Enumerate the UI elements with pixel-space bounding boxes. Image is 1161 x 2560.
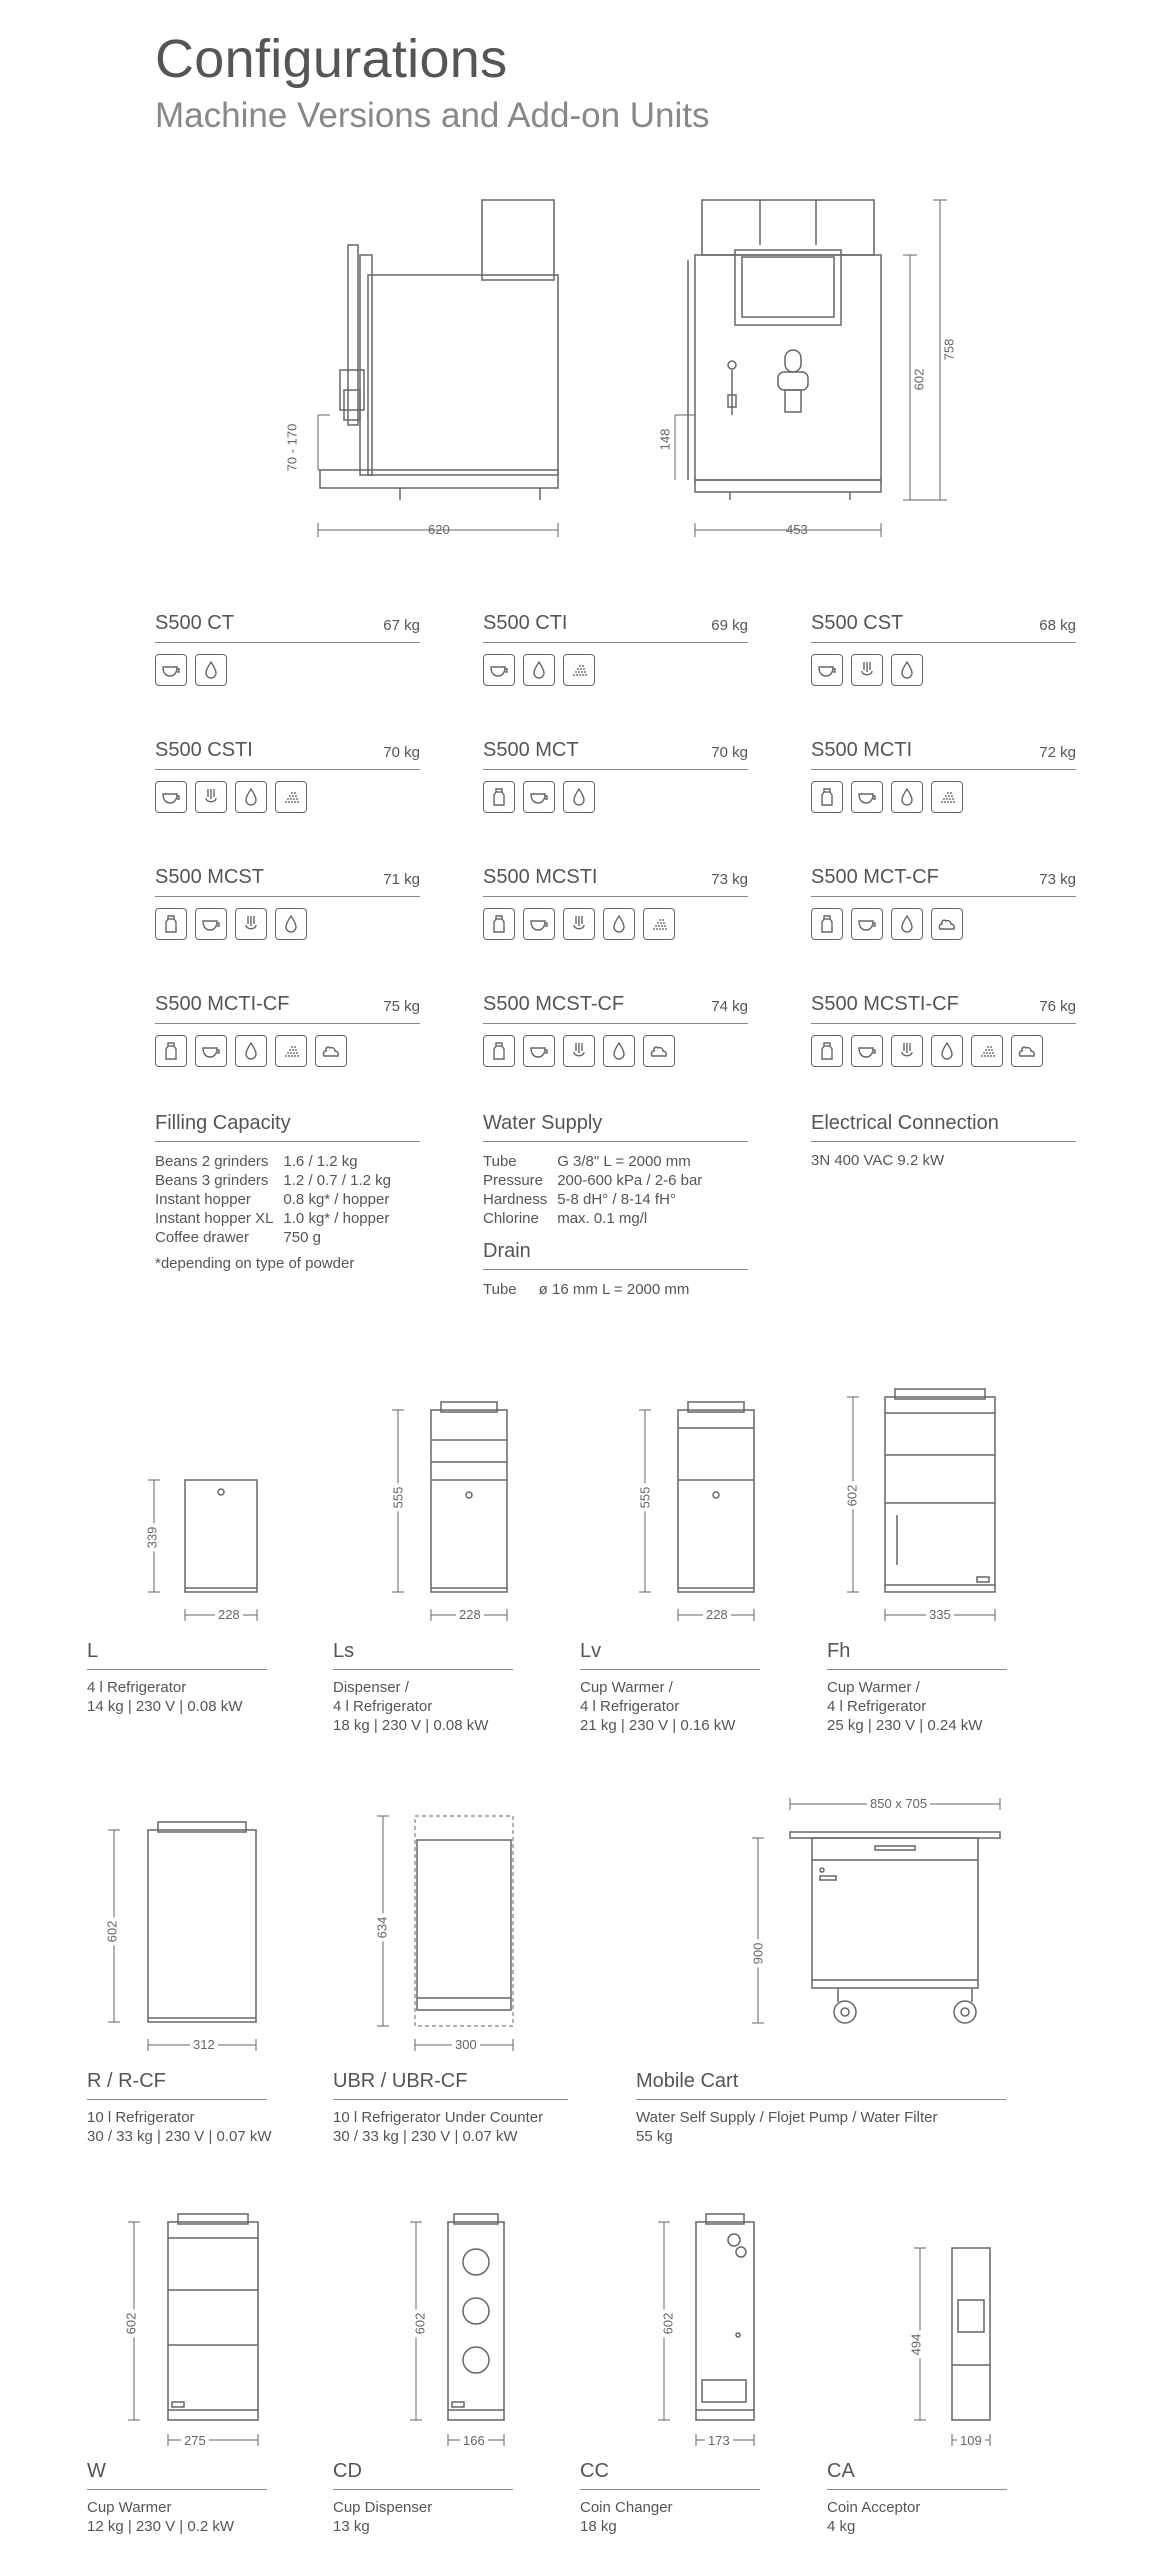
drop-icon xyxy=(891,654,923,686)
milk-icon xyxy=(483,781,515,813)
unit-height-dim: 602 xyxy=(412,2310,427,2338)
model-name: S500 MCT-CF xyxy=(811,866,939,888)
unit-spec-line: 18 kg | 230 V | 0.08 kW xyxy=(333,1717,489,1734)
unit-width-dim: 173 xyxy=(705,2433,733,2448)
unit-spec-line: Cup Warmer / xyxy=(580,1679,673,1696)
unit-spec-line: Coin Changer xyxy=(580,2499,673,2516)
drain-heading: Drain xyxy=(483,1240,531,1262)
cup-icon xyxy=(523,908,555,940)
model-block xyxy=(155,993,420,1073)
powder-icon xyxy=(563,654,595,686)
model-block xyxy=(483,993,748,1073)
unit-name: Lv xyxy=(580,1640,602,1662)
drop-icon xyxy=(523,654,555,686)
unit-name: Mobile Cart xyxy=(636,2070,739,2092)
front-body-height-dim: 602 xyxy=(911,368,927,391)
milk-icon xyxy=(483,908,515,940)
powder-icon xyxy=(971,1035,1003,1067)
drain-table xyxy=(483,1280,699,1299)
drain-label: Tube xyxy=(483,1281,517,1298)
unit-spec-line: 55 kg xyxy=(636,2128,673,2145)
steam-icon xyxy=(891,1035,923,1067)
model-name: S500 MCTI xyxy=(811,739,913,761)
unit-height-dim: 494 xyxy=(908,2331,923,2359)
model-weight: 67 kg xyxy=(383,617,420,634)
unit-width-dim: 335 xyxy=(926,1607,954,1622)
water-label: Chlorine xyxy=(483,1210,539,1227)
model-block xyxy=(483,612,748,692)
unit-fh-drawing xyxy=(845,1385,1015,1630)
milk-icon xyxy=(155,908,187,940)
filling-value: 0.8 kg* / hopper xyxy=(283,1191,390,1208)
filling-heading: Filling Capacity xyxy=(155,1112,291,1134)
unit-block xyxy=(636,2070,1006,2146)
unit-block xyxy=(87,2070,272,2146)
unit-lv-drawing xyxy=(625,1400,775,1630)
filling-table xyxy=(155,1152,401,1247)
unit-block xyxy=(333,2460,513,2536)
cup-icon xyxy=(155,781,187,813)
filling-value: 1.2 / 0.7 / 1.2 kg xyxy=(283,1172,391,1189)
unit-name: Ls xyxy=(333,1640,355,1662)
unit-spec-line: 4 l Refrigerator xyxy=(580,1698,680,1715)
unit-spec-line: 30 / 33 kg | 230 V | 0.07 kW xyxy=(87,2128,272,2145)
unit-block xyxy=(827,1640,1007,1735)
unit-spec-line: 10 l Refrigerator Under Counter xyxy=(333,2109,544,2126)
unit-height-dim: 634 xyxy=(374,1914,389,1942)
unit-height-dim: 602 xyxy=(660,2310,675,2338)
model-weight: 71 kg xyxy=(383,871,420,888)
model-name: S500 MCT xyxy=(483,739,579,761)
model-weight: 72 kg xyxy=(1039,744,1076,761)
cup-icon xyxy=(811,654,843,686)
unit-spec-line: 14 kg | 230 V | 0.08 kW xyxy=(87,1698,243,1715)
model-name: S500 MCSTI xyxy=(483,866,598,888)
model-name: S500 MCST xyxy=(155,866,264,888)
model-block xyxy=(811,739,1076,819)
model-weight: 68 kg xyxy=(1039,617,1076,634)
water-label: Hardness xyxy=(483,1191,548,1208)
electrical-connection xyxy=(811,1112,1076,1169)
cup-icon xyxy=(195,1035,227,1067)
cup-icon xyxy=(851,908,883,940)
model-block xyxy=(811,866,1076,946)
filling-value: 1.0 kg* / hopper xyxy=(283,1210,390,1227)
model-weight: 70 kg xyxy=(383,744,420,761)
foam-icon xyxy=(643,1035,675,1067)
foam-icon xyxy=(315,1035,347,1067)
unit-width-dim: 228 xyxy=(215,1607,243,1622)
unit-spec-line: 30 / 33 kg | 230 V | 0.07 kW xyxy=(333,2128,518,2145)
model-weight: 76 kg xyxy=(1039,998,1076,1015)
model-block xyxy=(811,993,1076,1073)
steam-icon xyxy=(851,654,883,686)
unit-spec-line: 13 kg xyxy=(333,2518,370,2535)
unit-spec-line: 4 l Refrigerator xyxy=(87,1679,187,1696)
side-height-dim: 70 - 170 xyxy=(284,423,300,472)
filling-label: Beans 3 grinders xyxy=(155,1172,269,1189)
unit-width-dim: 300 xyxy=(452,2037,480,2052)
unit-block xyxy=(580,1640,760,1735)
electrical-value: 3N 400 VAC 9.2 kW xyxy=(811,1152,945,1169)
unit-spec-line: 10 l Refrigerator xyxy=(87,2109,195,2126)
model-weight: 73 kg xyxy=(1039,871,1076,888)
steam-icon xyxy=(195,781,227,813)
unit-spec-line: Dispenser / xyxy=(333,1679,409,1696)
water-supply xyxy=(483,1112,748,1299)
milk-icon xyxy=(811,781,843,813)
unit-block xyxy=(333,1640,513,1735)
steam-icon xyxy=(563,1035,595,1067)
powder-icon xyxy=(643,908,675,940)
cup-icon xyxy=(155,654,187,686)
unit-spec-line: Coin Acceptor xyxy=(827,2499,921,2516)
front-total-height-dim: 758 xyxy=(941,338,957,361)
unit-name: W xyxy=(87,2460,106,2482)
powder-icon xyxy=(275,1035,307,1067)
front-width-dim: 453 xyxy=(786,522,808,537)
unit-name: L xyxy=(87,1640,99,1662)
unit-width-dim: 228 xyxy=(456,1607,484,1622)
unit-ls-drawing xyxy=(378,1400,528,1630)
unit-spec-line: 12 kg | 230 V | 0.2 kW xyxy=(87,2518,235,2535)
model-weight: 69 kg xyxy=(711,617,748,634)
model-block xyxy=(155,739,420,819)
unit-block xyxy=(827,2460,1007,2536)
model-block xyxy=(811,612,1076,692)
unit-name: R / R-CF xyxy=(87,2070,166,2092)
unit-block xyxy=(333,2070,568,2146)
unit-height-dim: 555 xyxy=(637,1484,652,1512)
unit-spec-line: Cup Warmer / xyxy=(827,1679,920,1696)
water-value: 5-8 dH° / 8-14 fH° xyxy=(557,1191,676,1208)
drop-icon xyxy=(275,908,307,940)
drop-icon xyxy=(235,781,267,813)
unit-width-dim: 228 xyxy=(703,1607,731,1622)
water-value: 200-600 kPa / 2-6 bar xyxy=(557,1172,703,1189)
model-weight: 70 kg xyxy=(711,744,748,761)
model-name: S500 CSTI xyxy=(155,739,253,761)
filling-capacity xyxy=(155,1112,420,1272)
model-name: S500 CT xyxy=(155,612,234,634)
drop-icon xyxy=(195,654,227,686)
unit-spec-line: 4 kg xyxy=(827,2518,856,2535)
unit-r-drawing xyxy=(100,1820,280,2060)
unit-width-dim: 109 xyxy=(957,2433,985,2448)
unit-height-dim: 602 xyxy=(844,1482,859,1510)
unit-height-dim: 339 xyxy=(144,1524,159,1552)
filling-label: Coffee drawer xyxy=(155,1229,249,1246)
foam-icon xyxy=(931,908,963,940)
side-width-dim: 620 xyxy=(428,522,450,537)
filling-value: 750 g xyxy=(283,1229,321,1246)
powder-icon xyxy=(931,781,963,813)
model-name: S500 CST xyxy=(811,612,904,634)
model-weight: 74 kg xyxy=(711,998,748,1015)
unit-height-dim: 555 xyxy=(390,1484,405,1512)
unit-spec-line: 4 l Refrigerator xyxy=(827,1698,927,1715)
milk-icon xyxy=(811,1035,843,1067)
filling-label: Instant hopper XL xyxy=(155,1210,274,1227)
model-name: S500 MCTI-CF xyxy=(155,993,290,1015)
filling-value: 1.6 / 1.2 kg xyxy=(283,1153,358,1170)
unit-spec-line: Water Self Supply / Flojet Pump / Water Filter xyxy=(636,2109,938,2126)
drain-value: ø 16 mm L = 2000 mm xyxy=(538,1281,690,1298)
water-table xyxy=(483,1152,712,1228)
drop-icon xyxy=(891,781,923,813)
drop-icon xyxy=(603,908,635,940)
page-title: Configurations xyxy=(155,29,508,89)
model-block xyxy=(483,866,748,946)
unit-block xyxy=(87,2460,267,2536)
powder-icon xyxy=(275,781,307,813)
electrical-heading: Electrical Connection xyxy=(811,1112,999,1134)
model-weight: 73 kg xyxy=(711,871,748,888)
unit-spec-line: Cup Warmer xyxy=(87,2499,172,2516)
filling-label: Instant hopper xyxy=(155,1191,251,1208)
unit-mobile-cart-drawing xyxy=(740,1790,1030,2070)
machine-side-view xyxy=(270,190,600,550)
unit-ubr-drawing xyxy=(365,1810,535,2060)
unit-name: CA xyxy=(827,2460,855,2482)
model-block xyxy=(483,739,748,819)
cup-icon xyxy=(483,654,515,686)
unit-width-dim: 312 xyxy=(190,2037,218,2052)
cup-icon xyxy=(195,908,227,940)
water-value: G 3/8" L = 2000 mm xyxy=(557,1153,691,1170)
water-heading: Water Supply xyxy=(483,1112,603,1134)
drop-icon xyxy=(603,1035,635,1067)
unit-height-dim: 900 xyxy=(750,1940,765,1968)
unit-height-dim: 602 xyxy=(123,2310,138,2338)
water-label: Tube xyxy=(483,1153,517,1170)
unit-block xyxy=(87,1640,267,1716)
unit-width-dim: 275 xyxy=(181,2433,209,2448)
unit-spec-line: 4 l Refrigerator xyxy=(333,1698,433,1715)
model-name: S500 CTI xyxy=(483,612,568,634)
unit-name: UBR / UBR-CF xyxy=(333,2070,468,2092)
filling-note: *depending on type of powder xyxy=(155,1255,355,1272)
unit-height-dim: 602 xyxy=(104,1918,119,1946)
filling-label: Beans 2 grinders xyxy=(155,1153,269,1170)
unit-width-dim: 850 x 705 xyxy=(867,1796,930,1811)
drop-icon xyxy=(235,1035,267,1067)
unit-spec-line: 25 kg | 230 V | 0.24 kW xyxy=(827,1717,983,1734)
drop-icon xyxy=(931,1035,963,1067)
water-value: max. 0.1 mg/l xyxy=(557,1210,648,1227)
page-subtitle: Machine Versions and Add-on Units xyxy=(155,96,710,135)
cup-icon xyxy=(523,781,555,813)
unit-spec-line: 21 kg | 230 V | 0.16 kW xyxy=(580,1717,736,1734)
model-name: S500 MCST-CF xyxy=(483,993,625,1015)
milk-icon xyxy=(155,1035,187,1067)
unit-w-drawing xyxy=(120,2210,280,2455)
front-spout-dim: 148 xyxy=(657,428,673,451)
model-block xyxy=(155,612,420,692)
unit-spec-line: Cup Dispenser xyxy=(333,2499,433,2516)
cup-icon xyxy=(851,1035,883,1067)
cup-icon xyxy=(523,1035,555,1067)
unit-block xyxy=(580,2460,760,2536)
cup-icon xyxy=(851,781,883,813)
unit-spec-line: 18 kg xyxy=(580,2518,617,2535)
model-weight: 75 kg xyxy=(383,998,420,1015)
foam-icon xyxy=(1011,1035,1043,1067)
drop-icon xyxy=(563,781,595,813)
milk-icon xyxy=(811,908,843,940)
model-name: S500 MCSTI-CF xyxy=(811,993,959,1015)
unit-name: CC xyxy=(580,2460,609,2482)
milk-icon xyxy=(483,1035,515,1067)
steam-icon xyxy=(235,908,267,940)
water-label: Pressure xyxy=(483,1172,544,1189)
drop-icon xyxy=(891,908,923,940)
steam-icon xyxy=(563,908,595,940)
unit-width-dim: 166 xyxy=(460,2433,488,2448)
unit-name: Fh xyxy=(827,1640,851,1662)
unit-name: CD xyxy=(333,2460,362,2482)
model-block xyxy=(155,866,420,946)
